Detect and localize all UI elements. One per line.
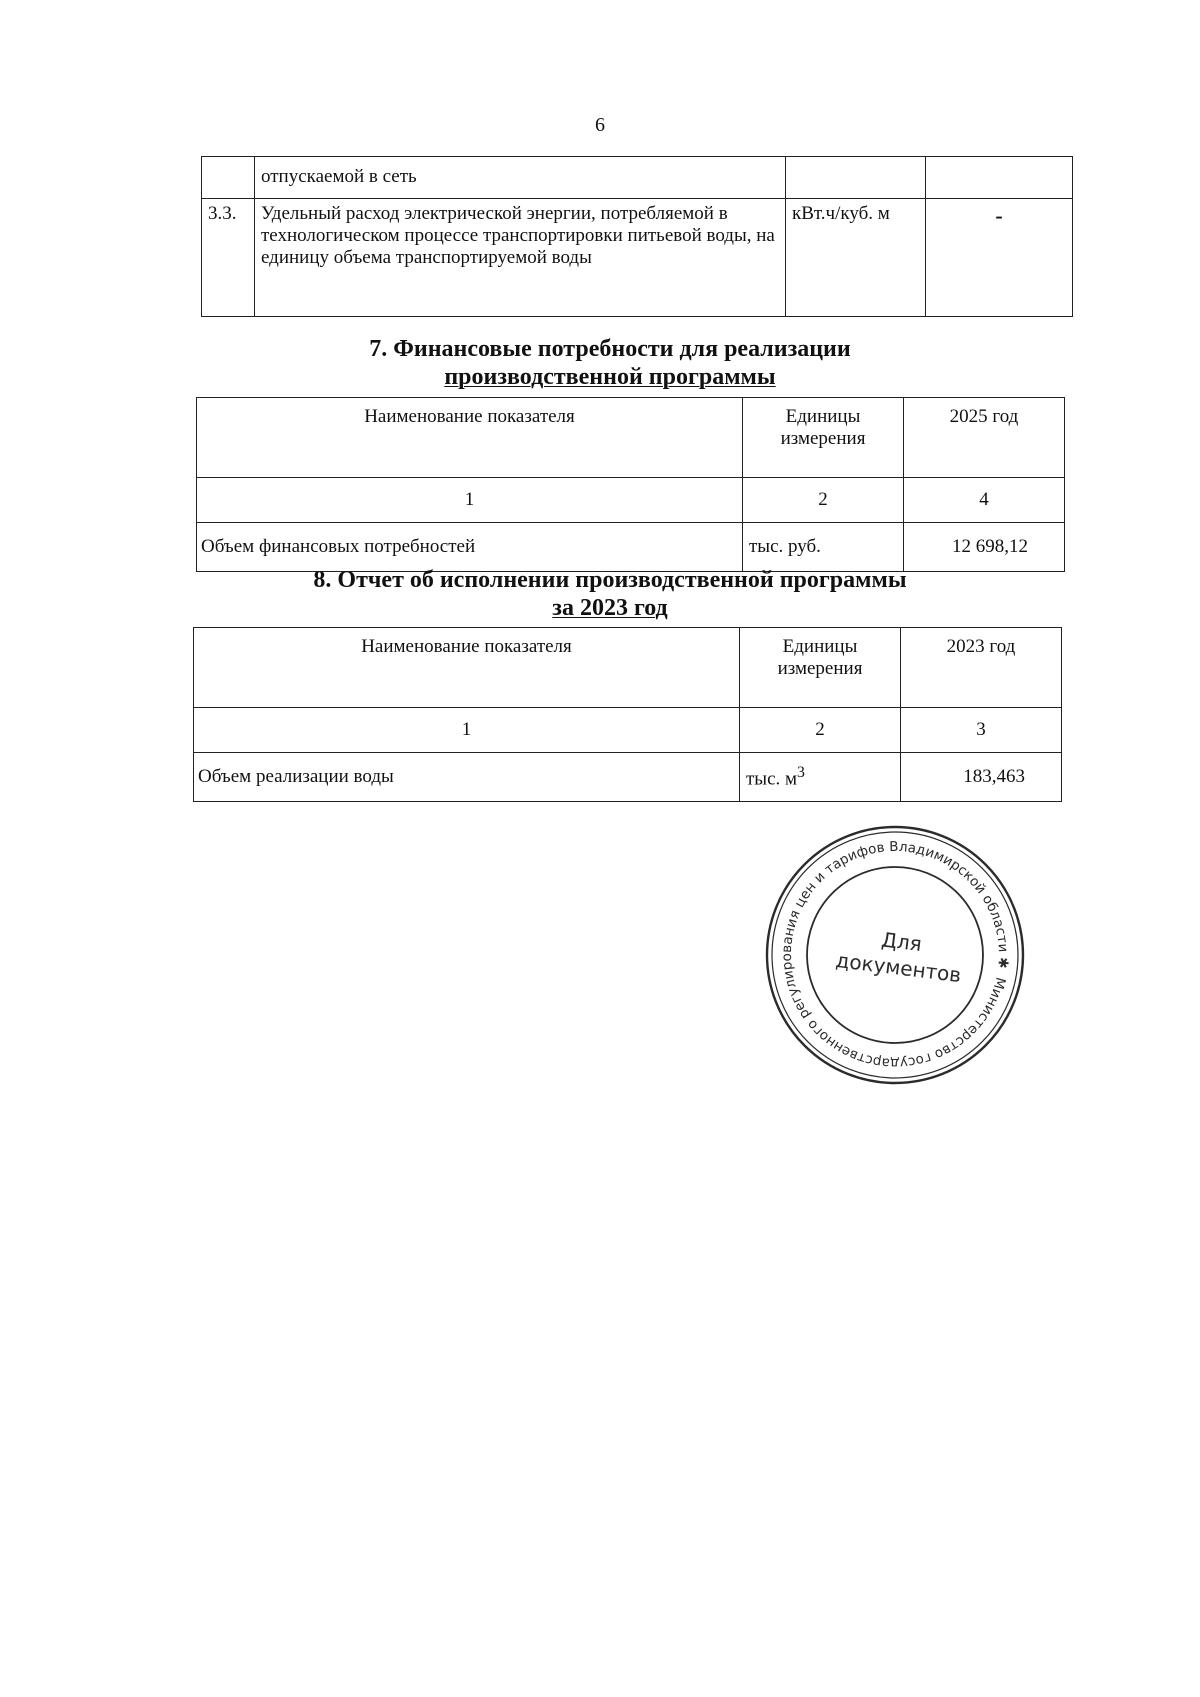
indicator-name-cell: Объем финансовых потребностей — [197, 523, 743, 572]
stamp-center-line1: Для — [880, 927, 924, 957]
index-cell: 1 — [194, 708, 740, 753]
table-index-row — [194, 708, 1062, 753]
value-cell: - — [926, 199, 1073, 317]
table-row — [202, 157, 1073, 199]
section-7-heading — [230, 335, 990, 392]
table-row — [202, 199, 1073, 317]
section-8-title-line2: за 2023 год — [552, 595, 668, 622]
row-number-cell: 3.3. — [202, 199, 255, 317]
table-header-row — [194, 628, 1062, 708]
section-8-heading — [230, 566, 990, 623]
financial-needs-table — [196, 397, 1065, 572]
table-row — [194, 753, 1062, 802]
indicator-name-cell: Удельный расход электрической энергии, потребляемой в технологическом процессе транспортировки питьевой воды, на единицу объема транспортируемой воды — [255, 199, 786, 317]
header-unit: Единицы измерения — [740, 628, 901, 708]
row-number-cell — [202, 157, 255, 199]
table-index-row — [197, 478, 1065, 523]
indicators-table-continued — [201, 156, 1073, 317]
indicator-name-cell: отпускаемой в сеть — [255, 157, 786, 199]
header-year: 2025 год — [904, 398, 1065, 478]
header-indicator-name: Наименование показателя — [197, 398, 743, 478]
program-execution-report-table — [193, 627, 1062, 802]
section-7-title-line1: 7. Финансовые потребности для реализации — [369, 336, 851, 362]
unit-cell — [740, 753, 901, 802]
table-header-row — [197, 398, 1065, 478]
index-cell: 3 — [901, 708, 1062, 753]
unit-base: тыс. м — [746, 768, 798, 790]
header-unit: Единицы измерения — [743, 398, 904, 478]
value-cell: 183,463 — [901, 753, 1062, 802]
index-cell: 2 — [740, 708, 901, 753]
stamp-center-line2: документов — [834, 947, 963, 988]
stamp-seal-icon — [760, 820, 1030, 1090]
unit-cell — [786, 157, 926, 199]
section-7-title-line2: производственной программы — [444, 364, 776, 391]
header-year: 2023 год — [901, 628, 1062, 708]
stamp-ring-text: Министерство государственного регулирования цен и тарифов Владимирской области ✱ — [778, 838, 1012, 1072]
page-number: 6 — [595, 114, 605, 136]
section-8-title-line1: 8. Отчет об исполнении производственной программы — [313, 567, 907, 593]
index-cell: 2 — [743, 478, 904, 523]
index-cell: 1 — [197, 478, 743, 523]
header-indicator-name: Наименование показателя — [194, 628, 740, 708]
table-row — [197, 523, 1065, 572]
unit-cell: тыс. руб. — [743, 523, 904, 572]
value-cell: 12 698,12 — [904, 523, 1065, 572]
value-cell — [926, 157, 1073, 199]
indicator-name-cell: Объем реализации воды — [194, 753, 740, 802]
index-cell: 4 — [904, 478, 1065, 523]
unit-cell: кВт.ч/куб. м — [786, 199, 926, 317]
unit-superscript: 3 — [797, 763, 805, 781]
official-stamp — [760, 820, 1030, 1090]
